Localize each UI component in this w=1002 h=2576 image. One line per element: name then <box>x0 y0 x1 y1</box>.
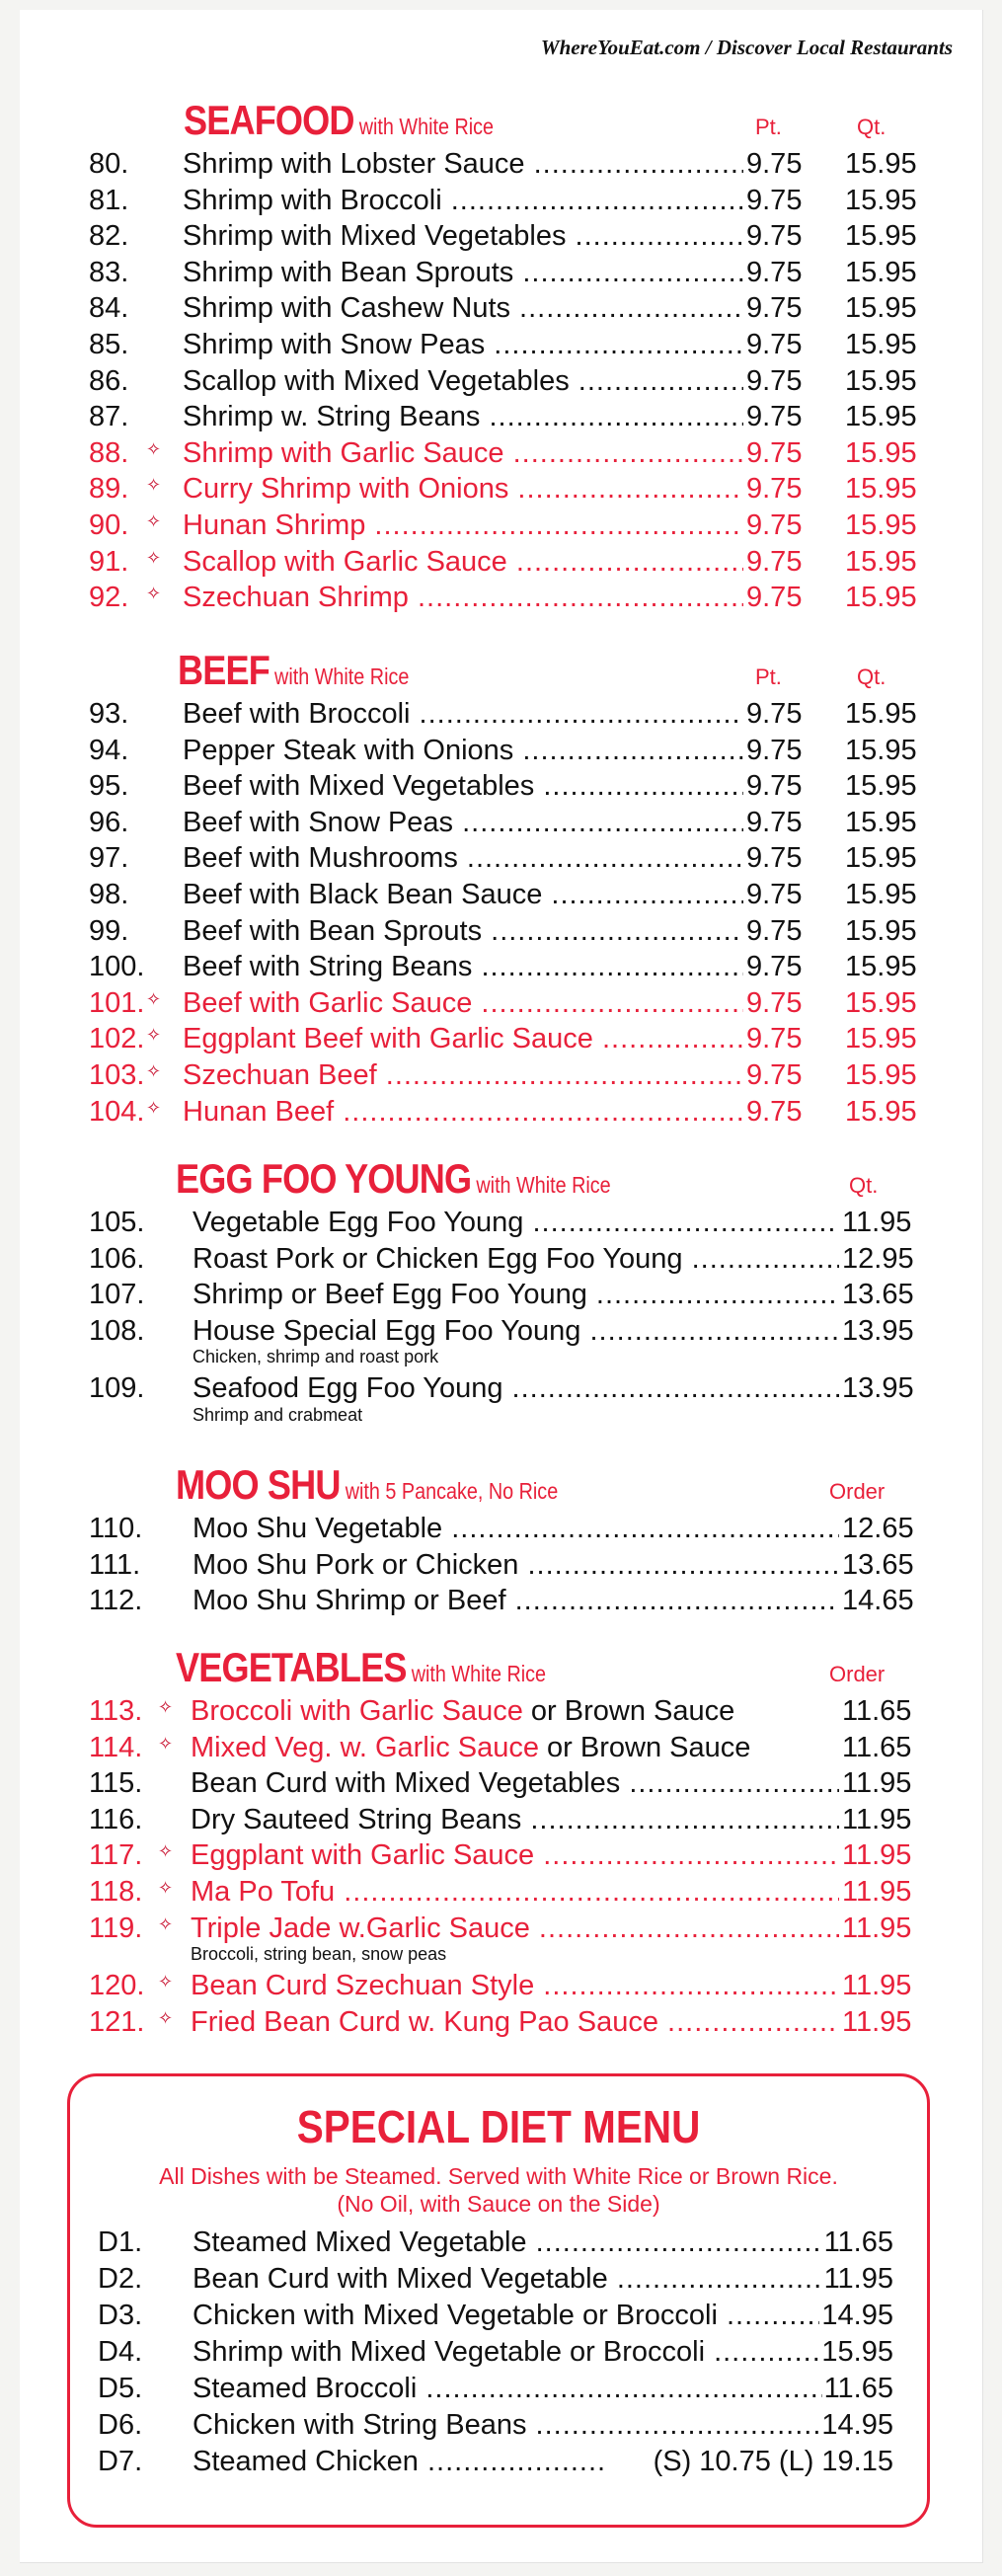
item-price: 12.65 <box>839 1513 914 1545</box>
item-price: 12.95 <box>839 1243 914 1276</box>
egg-foo-young-title: EGG FOO YOUNG <box>176 1155 472 1202</box>
seafood-header <box>20 97 982 148</box>
diet-name: Chicken with Mixed Vegetable or Broccoli ..... <box>193 2300 844 2332</box>
quart-price: 15.95 <box>845 473 917 506</box>
item-number: 83. <box>89 256 129 288</box>
item-name: Hunan Beef ..... <box>183 1096 745 1129</box>
vegetables-list <box>20 1695 982 2042</box>
item-number: 113. <box>89 1695 143 1727</box>
item-name-spicy: Broccoli with Garlic Sauce <box>191 1695 523 1727</box>
item-name: Ma Po Tofu ..... <box>191 1876 839 1909</box>
diet-name: Steamed Chicken ..... <box>193 2446 607 2478</box>
item-name: Eggplant with Garlic Sauce ..... <box>191 1839 839 1872</box>
diet-code: D4. <box>98 2336 143 2368</box>
item-number: 97. <box>89 842 129 875</box>
section-title <box>176 1644 546 1691</box>
beef-subtitle: with White Rice <box>274 664 410 689</box>
item-number: 88. <box>89 436 129 469</box>
menu-item <box>20 1970 982 2006</box>
diet-name: Chicken with String Beans ..... <box>193 2409 844 2442</box>
special-diet-note: All Dishes with be Steamed. Served with White Rice or Brown Rice. <box>159 2163 838 2189</box>
menu-item <box>20 546 982 583</box>
moo-shu-header <box>20 1461 982 1513</box>
vegetables-subtitle: with White Rice <box>411 1661 547 1686</box>
menu-item <box>20 1585 982 1621</box>
spicy-icon: ✧ <box>158 1697 174 1717</box>
item-number: 108. <box>89 1314 145 1347</box>
item-name-alt: or Brown Sauce <box>522 1695 735 1727</box>
item-name: Shrimp or Beef Egg Foo Young ..... <box>193 1279 839 1311</box>
quart-header: Qt. <box>849 1173 879 1198</box>
menu-item <box>20 292 982 329</box>
egg-foo-young-section <box>20 1155 982 1431</box>
spicy-icon: ✧ <box>158 2007 174 2028</box>
item-number: 94. <box>89 734 129 766</box>
item-number: 107. <box>89 1279 145 1311</box>
item-number: 95. <box>89 770 129 803</box>
menu-item <box>20 1243 982 1280</box>
pint-price: 9.75 <box>743 1096 802 1129</box>
menu-item <box>20 220 982 257</box>
item-name: Shrimp with Cashew Nuts ..... <box>183 292 745 325</box>
moo-shu-section <box>20 1461 982 1621</box>
menu-item <box>20 1839 982 1876</box>
item-number: 109. <box>89 1372 145 1405</box>
pint-price: 9.75 <box>743 220 802 253</box>
diet-code: D5. <box>98 2373 143 2404</box>
item-name: Scallop with Garlic Sauce ..... <box>183 546 745 579</box>
quart-price: 15.95 <box>845 220 917 253</box>
item-number: 105. <box>89 1207 145 1238</box>
pint-price: 9.75 <box>743 257 802 289</box>
item-note <box>20 1405 982 1431</box>
pint-price: 9.75 <box>743 735 802 767</box>
item-number: 93. <box>89 698 129 730</box>
item-name <box>191 1695 734 1728</box>
diet-name: Bean Curd with Mixed Vegetable ..... <box>193 2263 844 2296</box>
menu-item <box>20 1023 982 1059</box>
item-name: Beef with Bean Sprouts ..... <box>183 915 745 948</box>
item-note-text: Broccoli, string bean, snow peas <box>191 1944 447 1965</box>
menu-item <box>20 807 982 843</box>
quart-price: 15.95 <box>845 148 917 180</box>
order-header: Order <box>829 1479 886 1504</box>
seafood-title: SEAFOOD <box>184 97 354 143</box>
item-number: 120. <box>89 1970 145 2002</box>
pint-price: 9.75 <box>743 879 802 911</box>
menu-item <box>20 735 982 771</box>
beef-header <box>20 647 982 698</box>
menu-item <box>20 185 982 221</box>
item-name <box>191 1732 750 1764</box>
quart-price: 15.95 <box>845 951 917 983</box>
item-number: 110. <box>89 1513 143 1544</box>
pint-price: 9.75 <box>743 1023 802 1055</box>
item-price: 14.65 <box>839 1585 914 1617</box>
quart-price: 15.95 <box>845 582 917 614</box>
diet-item <box>70 2409 927 2446</box>
item-number: 106. <box>89 1242 145 1275</box>
item-number: 115. <box>89 1767 143 1800</box>
quart-price: 15.95 <box>845 1058 917 1091</box>
pint-price: 9.75 <box>743 437 802 470</box>
quart-price: 15.95 <box>845 914 917 947</box>
menu-item <box>20 915 982 952</box>
item-name: Vegetable Egg Foo Young ..... <box>193 1207 839 1239</box>
item-name: Shrimp with Snow Peas ..... <box>183 329 745 361</box>
item-price: 11.95 <box>839 1912 911 1945</box>
special-diet-note-2: (No Oil, with Sauce on the Side) <box>337 2191 660 2217</box>
item-price: 13.65 <box>839 1549 914 1582</box>
moo-shu-title: MOO SHU <box>176 1461 341 1508</box>
item-note <box>20 1944 982 1970</box>
item-price: 11.95 <box>839 1207 911 1239</box>
item-name: Dry Sauteed String Beans ..... <box>191 1804 839 1836</box>
menu-item <box>20 1513 982 1549</box>
quart-header: Qt. <box>857 664 886 689</box>
menu-item <box>20 1372 982 1409</box>
menu-item <box>20 842 982 879</box>
pint-price: 9.75 <box>743 509 802 542</box>
item-name: Curry Shrimp with Onions ..... <box>183 473 745 506</box>
vegetables-header <box>20 1644 982 1695</box>
pint-price: 9.75 <box>743 148 802 181</box>
item-name: Szechuan Shrimp ..... <box>183 582 745 614</box>
quart-price: 15.95 <box>845 436 917 469</box>
item-number: 112. <box>89 1585 143 1617</box>
vegetables-section <box>20 1644 982 2042</box>
menu-item <box>20 1695 982 1732</box>
menu-item <box>20 257 982 293</box>
item-name: Shrimp with Garlic Sauce ..... <box>183 437 745 470</box>
beef-title: BEEF <box>178 647 270 693</box>
item-price: 11.65 <box>839 1695 911 1728</box>
item-number: 92. <box>89 582 129 614</box>
item-name: Bean Curd Szechuan Style ..... <box>191 1970 839 2002</box>
pint-price: 9.75 <box>743 951 802 983</box>
item-note <box>20 1347 982 1372</box>
diet-price: 11.95 <box>823 2263 893 2295</box>
menu-item <box>20 1549 982 1586</box>
pint-price: 9.75 <box>743 473 802 506</box>
moo-shu-subtitle: with 5 Pancake, No Rice <box>345 1478 559 1504</box>
menu-item <box>20 1767 982 1804</box>
diet-code: D3. <box>98 2300 143 2331</box>
item-number: 118. <box>89 1875 143 1908</box>
spicy-icon: ✧ <box>146 1060 162 1081</box>
item-price: 11.95 <box>839 1804 911 1836</box>
item-name: House Special Egg Foo Young ..... <box>193 1315 839 1348</box>
section-title <box>176 1461 558 1509</box>
pint-price: 9.75 <box>743 698 802 731</box>
quart-price: 15.95 <box>845 734 917 766</box>
quart-price: 15.95 <box>845 256 917 288</box>
item-name: Beef with String Beans ..... <box>183 951 745 983</box>
item-name: Roast Pork or Chicken Egg Foo Young ..... <box>193 1243 839 1276</box>
item-number: 99. <box>89 914 129 947</box>
pint-header: Pt. <box>755 115 782 139</box>
item-number: 116. <box>89 1803 143 1835</box>
diet-code: D6. <box>98 2409 143 2441</box>
egg-foo-young-list <box>20 1207 982 1431</box>
item-number: 111. <box>89 1548 141 1581</box>
spicy-icon: ✧ <box>146 1097 162 1118</box>
menu-item <box>20 401 982 437</box>
item-name: Scallop with Mixed Vegetables ..... <box>183 365 745 398</box>
item-price: 11.95 <box>839 1839 911 1872</box>
item-name: Pepper Steak with Onions ..... <box>183 735 745 767</box>
quart-price: 15.95 <box>845 292 917 325</box>
item-price: 11.95 <box>839 1970 911 2002</box>
spicy-icon: ✧ <box>158 1972 174 1992</box>
menu-page <box>20 10 983 2563</box>
item-name-alt: or Brown Sauce <box>539 1731 751 1763</box>
item-number: 100. <box>89 951 145 983</box>
spicy-icon: ✧ <box>146 438 162 459</box>
moo-shu-list <box>20 1513 982 1621</box>
diet-item <box>70 2226 927 2263</box>
section-title <box>176 1155 611 1203</box>
item-name: Fried Bean Curd w. Kung Pao Sauce ..... <box>191 2006 839 2039</box>
item-name: Szechuan Beef ..... <box>183 1059 745 1092</box>
item-number: 89. <box>89 473 129 506</box>
item-price: 11.95 <box>839 1876 911 1909</box>
spicy-icon: ✧ <box>158 1733 174 1754</box>
menu-item <box>20 509 982 546</box>
diet-code: D7. <box>98 2446 143 2477</box>
menu-item <box>20 1096 982 1132</box>
item-price: 11.95 <box>839 2006 911 2039</box>
item-number: 87. <box>89 401 129 433</box>
item-number: 96. <box>89 806 129 838</box>
order-header: Order <box>829 1662 886 1686</box>
item-number: 98. <box>89 878 129 910</box>
pint-price: 9.75 <box>743 329 802 361</box>
menu-item <box>20 148 982 185</box>
item-number: 102. <box>89 1023 145 1055</box>
item-name: Triple Jade w.Garlic Sauce ..... <box>191 1912 839 1945</box>
spicy-icon: ✧ <box>146 547 162 568</box>
item-name: Shrimp with Lobster Sauce ..... <box>183 148 745 181</box>
pint-price: 9.75 <box>743 582 802 614</box>
pint-price: 9.75 <box>743 842 802 875</box>
item-note-text: Shrimp and crabmeat <box>193 1404 363 1425</box>
special-diet-box <box>67 2073 930 2528</box>
item-name: Bean Curd with Mixed Vegetables ..... <box>191 1767 839 1800</box>
menu-item <box>20 473 982 509</box>
item-name: Shrimp with Mixed Vegetables ..... <box>183 220 745 253</box>
menu-item <box>20 951 982 987</box>
seafood-list <box>20 148 982 618</box>
item-number: 101. <box>89 986 145 1019</box>
item-price: 13.95 <box>839 1315 914 1348</box>
item-number: 82. <box>89 220 129 253</box>
item-name: Beef with Mixed Vegetables ..... <box>183 770 745 803</box>
quart-price: 15.95 <box>845 364 917 397</box>
quart-header: Qt. <box>857 115 886 139</box>
item-price: 11.65 <box>839 1732 911 1764</box>
quart-price: 15.95 <box>845 806 917 838</box>
diet-name: Shrimp with Mixed Vegetable or Broccoli ..... <box>193 2336 844 2369</box>
diet-item <box>70 2373 927 2409</box>
section-title <box>184 97 494 144</box>
pint-price: 9.75 <box>743 546 802 579</box>
item-name: Moo Shu Vegetable ..... <box>193 1513 839 1545</box>
menu-item <box>20 1804 982 1840</box>
diet-item <box>70 2263 927 2300</box>
quart-price: 15.95 <box>845 698 917 730</box>
diet-price: (S) 10.75 (L) 19.15 <box>653 2446 893 2477</box>
special-diet-title: SPECIAL DIET MENU <box>296 2101 701 2152</box>
seafood-subtitle: with White Rice <box>358 114 495 139</box>
pint-price: 9.75 <box>743 401 802 433</box>
menu-item <box>20 1279 982 1315</box>
beef-section <box>20 647 982 1132</box>
item-price: 13.65 <box>839 1279 914 1311</box>
pint-price: 9.75 <box>743 1059 802 1092</box>
menu-item <box>20 987 982 1024</box>
pint-price: 9.75 <box>743 915 802 948</box>
item-note-text: Chicken, shrimp and roast pork <box>193 1347 439 1367</box>
menu-item <box>20 1207 982 1243</box>
quart-price: 15.95 <box>845 770 917 803</box>
diet-name: Steamed Mixed Vegetable ..... <box>193 2226 844 2259</box>
quart-price: 15.95 <box>845 184 917 216</box>
site-watermark: WhereYouEat.com / Discover Local Restaurants <box>540 36 953 59</box>
menu-item <box>20 329 982 365</box>
quart-price: 15.95 <box>845 401 917 433</box>
egg-foo-young-subtitle: with White Rice <box>476 1172 611 1198</box>
item-number: 91. <box>89 545 129 578</box>
item-name: Eggplant Beef with Garlic Sauce ..... <box>183 1023 745 1055</box>
item-number: 103. <box>89 1058 145 1091</box>
spicy-icon: ✧ <box>146 475 162 496</box>
menu-item <box>20 698 982 735</box>
menu-item <box>20 2006 982 2043</box>
item-name: Hunan Shrimp ..... <box>183 509 745 542</box>
item-name: Beef with Broccoli ..... <box>183 698 745 731</box>
spicy-icon: ✧ <box>158 1841 174 1862</box>
pint-price: 9.75 <box>743 292 802 325</box>
quart-price: 15.95 <box>845 1095 917 1128</box>
menu-item <box>20 437 982 474</box>
spicy-icon: ✧ <box>146 584 162 604</box>
diet-item <box>70 2300 927 2336</box>
item-name: Moo Shu Pork or Chicken ..... <box>193 1549 839 1582</box>
menu-item <box>20 1059 982 1096</box>
diet-price: 11.65 <box>823 2226 893 2258</box>
menu-item <box>20 1315 982 1352</box>
pint-price: 9.75 <box>743 365 802 398</box>
spicy-icon: ✧ <box>158 1877 174 1898</box>
item-name: Shrimp with Bean Sprouts ..... <box>183 257 745 289</box>
pint-price: 9.75 <box>743 807 802 839</box>
item-name: Beef with Garlic Sauce ..... <box>183 987 745 1020</box>
diet-item <box>70 2336 927 2373</box>
item-price: 11.95 <box>839 1767 911 1800</box>
quart-price: 15.95 <box>845 545 917 578</box>
seafood-section <box>20 97 982 618</box>
diet-name: Steamed Broccoli ..... <box>193 2373 844 2405</box>
spicy-icon: ✧ <box>146 1025 162 1046</box>
item-name: Beef with Black Bean Sauce ..... <box>183 879 745 911</box>
quart-price: 15.95 <box>845 1023 917 1055</box>
vegetables-title: VEGETABLES <box>176 1644 407 1690</box>
item-name: Beef with Snow Peas ..... <box>183 807 745 839</box>
item-number: 81. <box>89 184 129 216</box>
menu-item <box>20 365 982 402</box>
quart-price: 15.95 <box>845 328 917 360</box>
item-number: 80. <box>89 148 129 180</box>
menu-item <box>20 582 982 618</box>
pint-price: 9.75 <box>743 987 802 1020</box>
quart-price: 15.95 <box>845 508 917 541</box>
diet-code: D2. <box>98 2263 143 2295</box>
item-number: 85. <box>89 328 129 360</box>
menu-item <box>20 1912 982 1949</box>
menu-item <box>20 1732 982 1768</box>
diet-price: 15.95 <box>821 2336 893 2368</box>
item-number: 104. <box>89 1095 145 1128</box>
spicy-icon: ✧ <box>146 510 162 531</box>
egg-foo-young-header <box>20 1155 982 1207</box>
item-number: 119. <box>89 1912 143 1944</box>
item-name: Moo Shu Shrimp or Beef ..... <box>193 1585 839 1617</box>
section-title <box>178 647 409 694</box>
menu-item <box>20 1876 982 1912</box>
diet-price: 11.65 <box>823 2373 893 2404</box>
spicy-icon: ✧ <box>158 1913 174 1934</box>
spicy-icon: ✧ <box>146 988 162 1009</box>
pint-header: Pt. <box>755 664 782 689</box>
quart-price: 15.95 <box>845 878 917 910</box>
item-number: 84. <box>89 292 129 325</box>
menu-item <box>20 879 982 915</box>
diet-code: D1. <box>98 2226 143 2258</box>
item-number: 86. <box>89 364 129 397</box>
beef-list <box>20 698 982 1132</box>
item-number: 114. <box>89 1731 143 1763</box>
item-price: 13.95 <box>839 1372 914 1405</box>
item-name: Shrimp with Broccoli ..... <box>183 185 745 217</box>
diet-price: 14.95 <box>821 2300 893 2331</box>
diet-price: 14.95 <box>821 2409 893 2441</box>
item-name: Shrimp w. String Beans ..... <box>183 401 745 433</box>
diet-item <box>70 2446 927 2482</box>
item-number: 90. <box>89 508 129 541</box>
item-name: Beef with Mushrooms ..... <box>183 842 745 875</box>
item-name: Seafood Egg Foo Young ..... <box>193 1372 839 1405</box>
pint-price: 9.75 <box>743 770 802 803</box>
quart-price: 15.95 <box>845 986 917 1019</box>
item-number: 121. <box>89 2005 145 2038</box>
item-name-spicy: Mixed Veg. w. Garlic Sauce <box>191 1731 539 1763</box>
item-number: 117. <box>89 1839 143 1872</box>
quart-price: 15.95 <box>845 842 917 875</box>
menu-item <box>20 770 982 807</box>
pint-price: 9.75 <box>743 185 802 217</box>
